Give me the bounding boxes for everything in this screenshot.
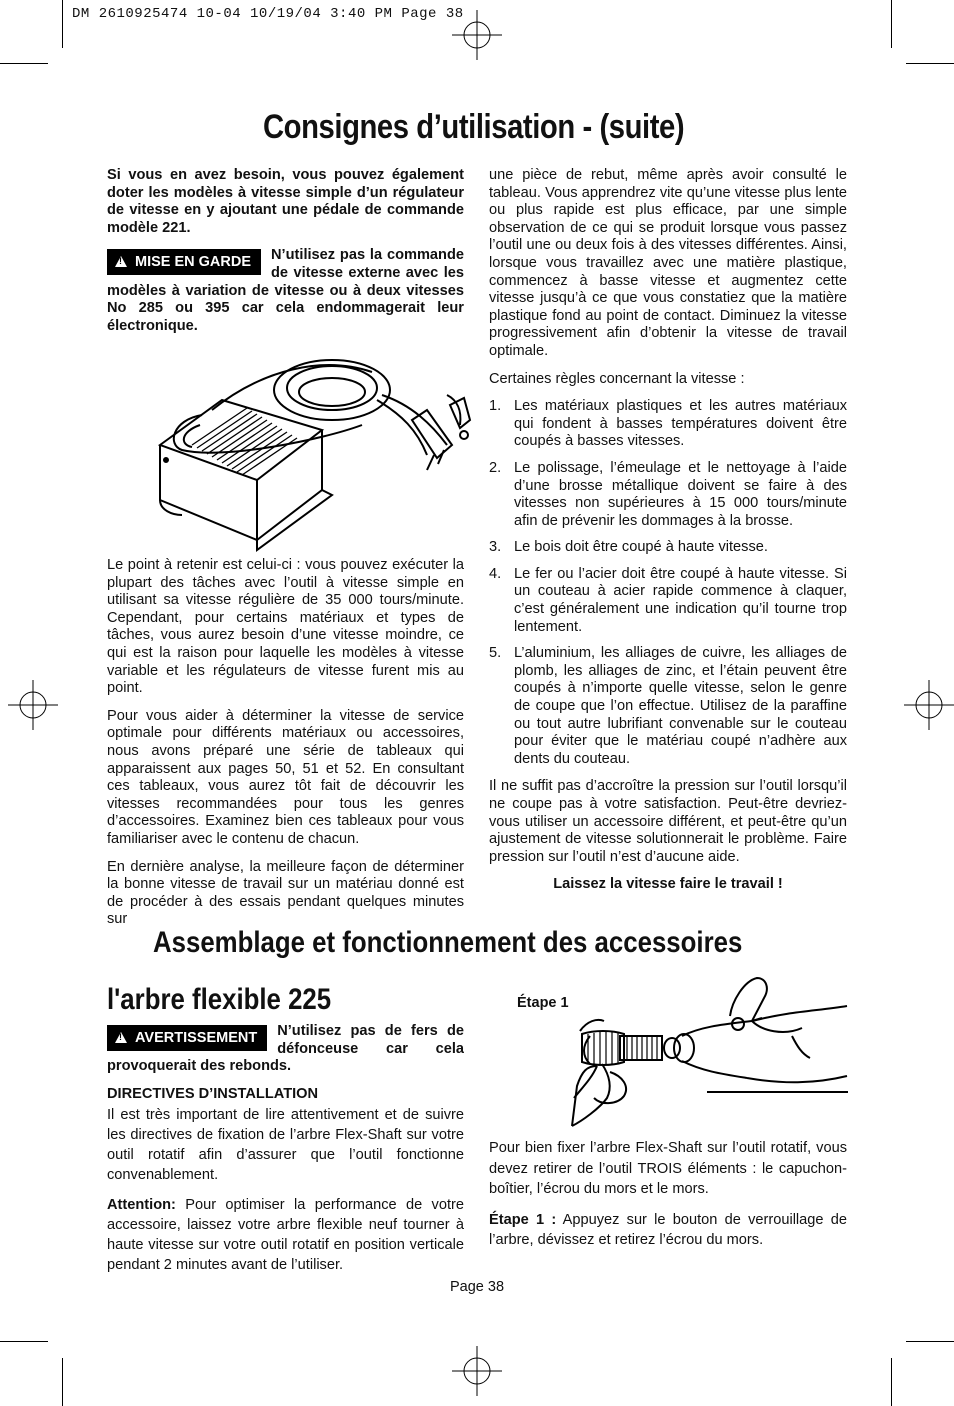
paragraph: En dernière analyse, la meilleure façon de déterminer la bonne vitesse de travail sur un matériau donné est de procéder à des essais pendant quelques minutes sur xyxy=(107,858,464,928)
step1-text: Appuyez sur le bouton de verrouillage de l’arbre, dévissez et retirez l’écrou du mors. xyxy=(489,1211,847,1248)
warning-text: N’utilisez pas de fers de défonceuse car cela provoquerait des rebonds. xyxy=(107,1023,464,1075)
list-item: 2. Le polissage, l’émeulage et le nettoyage à l’aide d’une brosse métallique doivent se faire à des vitesses non supérieures à 15 000 tours/minute afin de prévenir les dommages à la brosse. xyxy=(489,459,847,529)
list-item: 4. Le fer ou l’acier doit être coupé à haute vitesse. Si un couteau à acier rapide commence à claquer, c’est généralement une indication qu’il tourne trop lentement. xyxy=(489,565,847,635)
registration-mark-bottom-icon xyxy=(452,1346,502,1396)
closing-note: Laissez la vitesse faire le travail ! xyxy=(553,876,783,893)
crop-mark xyxy=(891,1358,892,1406)
caution-badge-label: MISE EN GARDE xyxy=(135,254,252,271)
directives-heading: DIRECTIVES D’INSTALLATION xyxy=(107,1085,319,1102)
warning-triangle-icon xyxy=(115,1032,127,1043)
list-item: 1. Les matériaux plastiques et les autres matériaux qui fondent à basses températures doivent être coupés à basses vitesses. xyxy=(489,398,847,450)
section-title: Assemblage et fonctionnement des accessoires xyxy=(153,926,743,959)
foot-pedal-illustration xyxy=(152,350,472,555)
section2-right-column xyxy=(489,1138,847,1261)
crop-mark xyxy=(0,63,48,64)
list-item: 3. Le bois doit être coupé à haute vitesse. xyxy=(489,539,768,556)
warning-block xyxy=(107,1023,464,1076)
warning-triangle-icon xyxy=(115,256,127,267)
warning-badge xyxy=(107,1025,267,1051)
caution-badge xyxy=(107,249,261,275)
registration-mark-left-icon xyxy=(8,680,58,730)
rules-intro: Certaines règles concernant la vitesse : xyxy=(489,370,745,387)
warning-badge-label: AVERTISSEMENT xyxy=(135,1030,258,1046)
right-column xyxy=(489,167,847,904)
flex-shaft-illustration xyxy=(552,976,850,1128)
crop-mark xyxy=(906,63,954,64)
crop-mark xyxy=(906,1341,954,1342)
registration-mark-right-icon xyxy=(904,680,954,730)
paragraph: Pour bien fixer l’arbre Flex-Shaft sur l’outil rotatif, vous devez retirer de l’outil TROIS éléments : le capuchon-boîtier, l’écrou du mors et le mors. xyxy=(489,1140,847,1197)
attention-paragraph xyxy=(107,1195,464,1275)
speed-rules-list xyxy=(489,398,847,768)
step1-paragraph xyxy=(489,1210,847,1251)
step1-label: Étape 1 : xyxy=(489,1211,557,1228)
paragraph: Le point à retenir est celui-ci : vous pouvez exécuter la plupart des tâches avec l’outil à vitesse simple en utilisant sa vitesse régulière de 35 000 tours/minute. Cependant, pour certains matériaux et types de tâches, vous aurez besoin d’une vitesse moindre, ce qui est la raison pour laquelle les modèles à vitesse variable et les régulateurs de vitesse furent mis au point. xyxy=(107,557,464,697)
intro-text: Si vous en avez besoin, vous pouvez également doter les modèles à vitesse simple d’un régulateur de vitesse en y ajoutant une pédale de commande modèle 221. xyxy=(107,167,464,236)
left-column-top xyxy=(107,167,464,345)
page-number: Page 38 xyxy=(450,1279,505,1295)
list-item: 5. L’aluminium, les alliages de cuivre, les alliages de plomb, les alliages de zinc, et l’étain peuvent être coupés à n’importe quelle vitesse, selon le genre de coupe que l’on effectue. Utilisez de la paraffine ou tout autre lubrifiant convenable sur le couteau pour éviter que le matériau coupé n’adhère aux dents du couteau. xyxy=(489,645,847,767)
paragraph: Il est très important de lire attentivement et de suivre les directives de fixation de l’arbre Flex-Shaft sur votre outil rotatif afin d’assurer que l’outil fonctionne convenablement. xyxy=(107,1107,464,1184)
attention-text: Pour optimiser la performance de votre accessoire, laissez votre arbre flexible neuf tourner à haute vitesse sur votre outil rotatif en position verticale pendant 2 minutes avant de l’utiliser. xyxy=(107,1197,464,1274)
page-title: Consignes d’utilisation - (suite) xyxy=(263,108,685,146)
paragraph: une pièce de rebut, même après avoir consulté le tableau. Vous apprendrez vite qu’une vitesse plus lente ou plus rapide est plus efficace, par une simple observation de ce qui se produit lorsque vous passez l’outil une ou deux fois à des vitesses différentes. Ainsi, lorsque vous travaillez avec une matière plastique, commencez à basse vitesse et augmentez cette vitesse jusqu’à ce que vous constatiez que la matière plastique fond au point de contact. Diminuez la vitesse progressivement afin d’obtenir la vitesse de travail optimale. xyxy=(489,167,847,359)
paragraph: Pour vous aider à déterminer la vitesse de service optimale pour différents matériaux ou accessoires, nous avons préparé une série de tableaux qui apparaissent aux pages 50, 51 et 52. En consultant ces tableaux, vous aurez tôt fait de découvrir les vitesses recommandées pour tous les genres d’accessoires. Examinez bien ces tableaux pour vous familiariser avec le contenu de chacun. xyxy=(107,707,464,847)
left-column-bottom xyxy=(107,557,464,939)
section-subtitle: l'arbre flexible 225 xyxy=(107,983,332,1016)
crop-mark xyxy=(62,0,63,48)
crop-mark xyxy=(891,0,892,48)
paragraph: Il ne suffit pas d’accroître la pression sur l’outil lorsqu’il ne coupe pas à votre satisfaction. Peut-être devriez-vous utiliser un accessoire différent, et peut-être qu’un ajustement de vitesse solutionnerait le problème. Faire pression sur l’outil n’est d’aucune aide. xyxy=(489,778,847,865)
caution-text: N’utilisez pas la commande de vitesse externe avec les modèles à variation de vitesse ou à deux vitesses No 285 ou 395 car cela endommagerait leur électronique. xyxy=(107,247,464,334)
crop-mark xyxy=(62,1358,63,1406)
section2-left-column xyxy=(107,1023,464,1285)
crop-mark xyxy=(0,1341,48,1342)
attention-label: Attention: xyxy=(107,1197,176,1214)
step-label: Étape 1 xyxy=(517,995,569,1011)
print-slug: DM 2610925474 10-04 10/19/04 3:40 PM Page 38 xyxy=(72,6,464,22)
caution-block xyxy=(107,247,464,335)
